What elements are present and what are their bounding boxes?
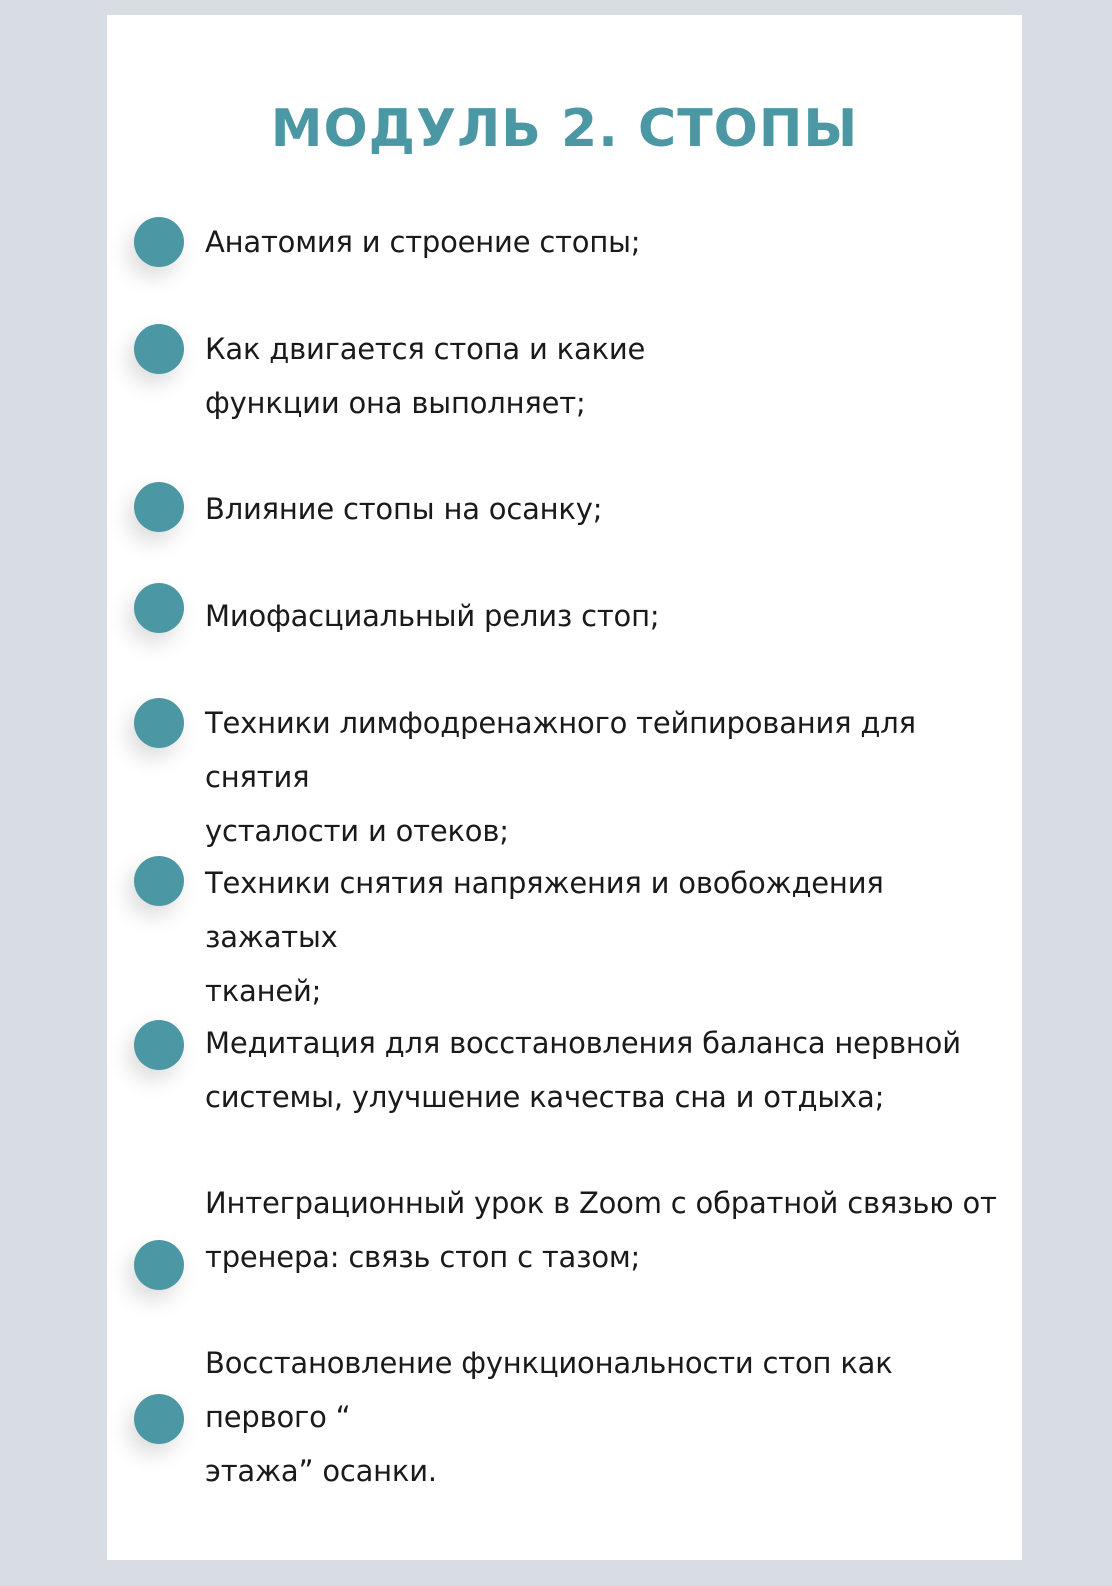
list-item-line: Техники лимфодренажного тейпирования для снятия [205, 706, 916, 794]
list-item-line: Медитация для восстановления баланса нервной [205, 1026, 961, 1060]
list-item-line: усталости и отеков; [205, 814, 509, 848]
list-item-line: тканей; [205, 974, 322, 1008]
bullet-circle-icon [134, 856, 184, 906]
bullet-circle-icon [134, 482, 184, 532]
list-item-line: Влияние стопы на осанку; [205, 492, 603, 526]
list-item-text [205, 482, 1015, 536]
list-item-line: Восстановление функциональности стоп как первого “ [205, 1346, 893, 1434]
list-item-text [205, 1016, 1015, 1124]
list-item [107, 215, 1022, 325]
list-item [107, 589, 1022, 699]
list-item-line: Техники снятия напряжения и овобождения зажатых [205, 866, 884, 954]
bullet-circle-icon [134, 1020, 184, 1070]
list-item-line: этажа” осанки. [205, 1454, 437, 1488]
list-item-text [205, 322, 1015, 430]
list-item [107, 856, 1022, 1008]
list-item-text [205, 856, 1015, 1018]
list-item-line: функции она выполняет; [205, 386, 586, 420]
module-card [107, 15, 1022, 1560]
list-item-line: Интеграционный урок в Zoom с обратной связью от [205, 1186, 997, 1220]
list-item-text [205, 1176, 1015, 1284]
bullet-circle-icon [134, 217, 184, 267]
bullet-circle-icon [134, 583, 184, 633]
bullet-circle-icon [134, 324, 184, 374]
list-item-line: тренера: связь стоп с тазом; [205, 1240, 641, 1274]
list-item [107, 322, 1022, 432]
list-item [107, 1016, 1022, 1126]
list-item [107, 482, 1022, 592]
list-item-text [205, 215, 1015, 269]
list-item [107, 1336, 1022, 1488]
bullet-circle-icon [134, 1394, 184, 1444]
bullet-circle-icon [134, 698, 184, 748]
list-item-line: Анатомия и строение стопы; [205, 225, 641, 259]
list-item [107, 696, 1022, 848]
module-title: МОДУЛЬ 2. СТОПЫ [270, 99, 859, 159]
list-item-line: Миофасциальный релиз стоп; [205, 599, 660, 633]
list-item [107, 1176, 1022, 1286]
list-item-line: Как двигается стопа и какие [205, 332, 646, 366]
list-item-text [205, 589, 1015, 643]
list-item-text [205, 696, 1015, 858]
list-item-text [205, 1336, 1015, 1498]
bullet-circle-icon [134, 1240, 184, 1290]
list-item-line: системы, улучшение качества сна и отдыха; [205, 1080, 885, 1114]
